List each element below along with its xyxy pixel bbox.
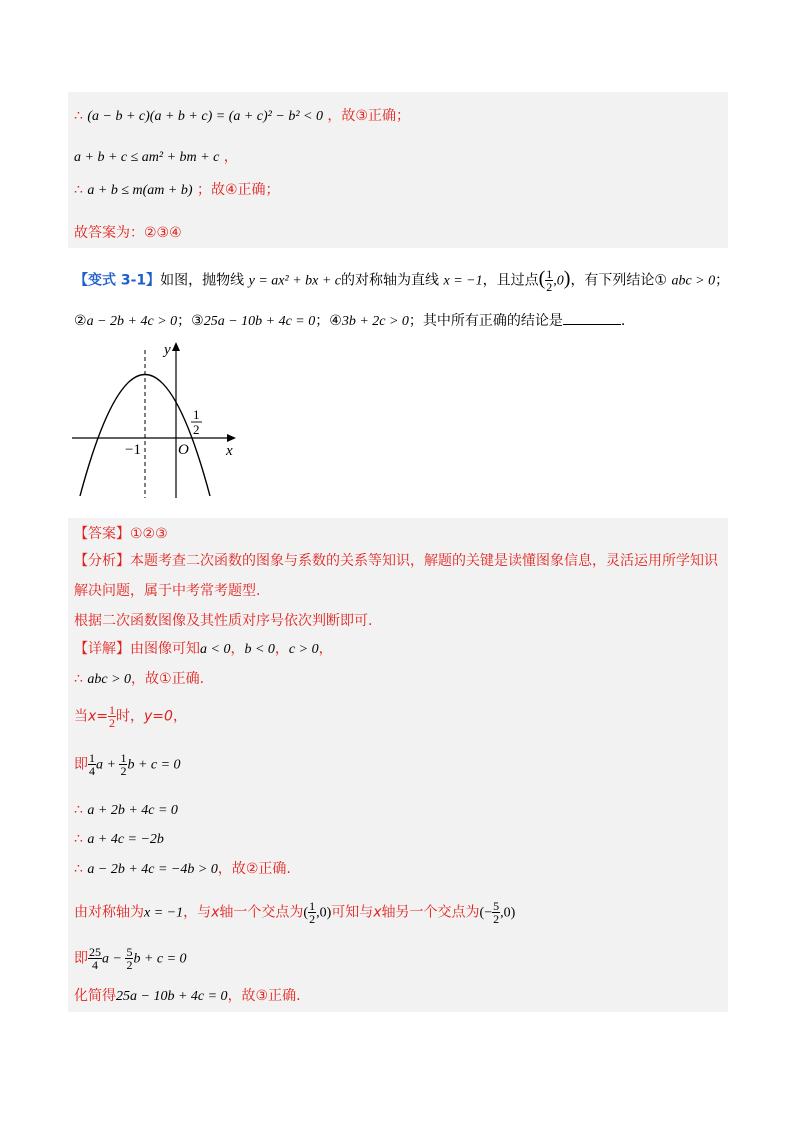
- solution-text: ，: [223, 149, 238, 165]
- question-end: .: [620, 313, 626, 329]
- analysis-line-3: 根据二次函数图像及其性质对序号依次判断即可.: [74, 613, 373, 629]
- conclusion-4: 3b + 2c > 0: [341, 314, 409, 329]
- detail-line-9: 即 $\frac{25}{4}$ a − $\frac{5}{2}$ b + c = 0: [74, 945, 187, 972]
- fraction-denominator: 2: [109, 716, 116, 730]
- fraction-numerator: 1: [546, 267, 553, 281]
- five-halves-fraction: [492, 900, 500, 925]
- math-expression: b < 0: [244, 642, 275, 657]
- fraction-numerator: 5: [126, 945, 133, 959]
- math-expression: (a − b + c)(a + b + c) = (a + c)² − b² < 0: [87, 109, 323, 124]
- point-rest: ,0: [553, 273, 564, 289]
- x-axis-arrow-icon: [227, 434, 236, 442]
- detail-line-7: [74, 859, 291, 880]
- fraction-numerator: 5: [493, 899, 500, 913]
- solution-text: 化简得: [74, 988, 116, 1004]
- math-expression: a + 4c = −2b: [87, 832, 164, 847]
- solution-text: 可知与: [331, 904, 374, 921]
- conclusion-mark: ；③: [177, 313, 204, 329]
- question-text: 的对称轴为直线: [341, 272, 440, 289]
- detail-line-8: 由对称轴为x = −1，与x轴一个交点为( $\frac{1}{2}$ ,0)可知与x轴另一个交点为(− $\frac{5}{2}$ ,0): [74, 899, 516, 926]
- conclusion-2: a − 2b + 4c > 0: [86, 314, 178, 329]
- half-numerator: 1: [193, 407, 200, 422]
- fraction-denominator: 2: [309, 912, 316, 926]
- x-variable: x: [211, 904, 220, 921]
- half-fraction: [308, 900, 316, 925]
- fraction-numerator: 1: [89, 751, 95, 765]
- neg-one-label: −1: [125, 442, 141, 458]
- therefore-symbol: ∴: [74, 831, 83, 847]
- fraction-numerator: 25: [89, 945, 101, 959]
- solution-text: 当: [74, 708, 88, 725]
- x-axis-label: x: [226, 443, 233, 459]
- fraction-numerator: 1: [109, 703, 116, 717]
- question-line-1: 【变式 3-1】如图，抛物线 y = ax² + bx + c的对称轴为直线 x = −1，且过点( $\frac{1}{2}$ ,0)，有下列结论① abc > 0；: [74, 267, 730, 294]
- fraction-denominator: 2: [493, 912, 500, 926]
- solution-text: 轴一个交点为: [219, 904, 304, 921]
- question-text: ，有下列结论①: [570, 272, 667, 289]
- solution-text: 即: [74, 950, 88, 967]
- math-expression: a + 2b + 4c = 0: [87, 803, 178, 818]
- y-axis-arrow-icon: [172, 342, 180, 351]
- analysis-line-1: 【分析】本题考查二次函数的图象与系数的关系等知识，解题的关键是读懂图象信息，灵活运用所学知识: [74, 553, 718, 569]
- final-answer-line: 故答案为：②③④: [74, 225, 182, 241]
- parabola-graph: [68, 338, 248, 503]
- quarter-fraction: [88, 752, 96, 777]
- comma: ，: [318, 641, 333, 657]
- half-denominator: 2: [193, 422, 200, 437]
- detail-tag: 【详解】: [74, 641, 130, 657]
- math-expression: b + c = 0: [127, 757, 181, 773]
- question-text: ；: [715, 272, 730, 289]
- math-expression: a − 2b + 4c = −4b > 0: [87, 862, 218, 877]
- therefore-symbol: ∴: [74, 671, 83, 687]
- solution-text: ，与: [183, 904, 212, 921]
- math-expression: c > 0: [288, 642, 319, 657]
- conclusion-mark: ②: [74, 313, 87, 329]
- fraction-denominator: 2: [120, 764, 127, 778]
- solution-text: 轴另一个交点为: [381, 904, 480, 921]
- x-variable: x: [373, 904, 382, 921]
- analysis-line-2: 解决问题，属于中考常考题型.: [74, 583, 261, 599]
- fraction-numerator: 1: [309, 899, 316, 913]
- math-expression: x = −1: [144, 905, 184, 921]
- math-expression: a < 0: [200, 642, 231, 657]
- math-expression: 25a − 10b + 4c = 0: [116, 989, 228, 1004]
- fraction-denominator: 2: [546, 280, 553, 294]
- solution-text: 由对称轴为: [74, 904, 144, 921]
- comma: ，: [172, 708, 187, 725]
- therefore-symbol: ∴: [74, 861, 83, 877]
- solution-text: 时，: [116, 708, 145, 725]
- detail-line-4: 即 $\frac{1}{4}$ a + $\frac{1}{2}$ b + c = 0: [74, 751, 181, 778]
- solution-line-2: [74, 147, 238, 168]
- fraction-denominator: 4: [89, 764, 95, 778]
- twentyfive-quarters-fraction: [88, 946, 102, 971]
- therefore-symbol: ∴: [74, 802, 83, 818]
- y-value: y=0: [144, 708, 173, 725]
- solution-text: ；故④正确；: [196, 182, 280, 198]
- question-line-2: [74, 310, 625, 332]
- math-expression: a + b ≤ m(am + b): [87, 183, 193, 198]
- solution-text: ，故③正确.: [227, 988, 301, 1004]
- solution-text: ，故②正确.: [217, 861, 291, 877]
- conclusion-mark: ；④: [315, 313, 342, 329]
- half-fraction: [108, 704, 116, 729]
- solution-text: ，故③正确；: [327, 108, 410, 124]
- comma: ，: [274, 641, 289, 657]
- detail-line-5: [74, 800, 178, 821]
- variant-tag: 【变式 3-1】: [74, 272, 161, 289]
- detail-line-10: [74, 986, 301, 1007]
- solution-line-3: [74, 180, 280, 201]
- answer-block: [68, 518, 728, 1012]
- y-axis-label: y: [164, 342, 171, 358]
- axis-equation: x = −1: [443, 273, 483, 289]
- fraction-denominator: 2: [126, 958, 133, 972]
- answer-blank: [563, 310, 621, 325]
- parabola-equation: y = ax² + bx + c: [248, 273, 342, 289]
- therefore-symbol: ∴: [74, 108, 83, 124]
- conclusion-1: abc > 0: [671, 273, 716, 289]
- solution-line-1: [74, 106, 410, 127]
- detail-text: 由图像可知: [130, 641, 200, 657]
- answer-line: 【答案】①②③: [74, 526, 168, 542]
- math-expression: a + b + c ≤ am² + bm + c: [74, 150, 220, 165]
- detail-line-2: [74, 669, 204, 690]
- previous-solution-block: [68, 92, 728, 248]
- solution-text: 即: [74, 756, 88, 773]
- math-expression: b + c = 0: [133, 951, 187, 967]
- therefore-symbol: ∴: [74, 182, 83, 198]
- math-expression: abc > 0: [87, 672, 132, 687]
- question-text: ，且过点: [482, 272, 539, 289]
- origin-label: O: [178, 442, 189, 458]
- fraction-numerator: 1: [120, 751, 127, 765]
- detail-line-6: [74, 829, 164, 850]
- fraction-denominator: 4: [92, 958, 98, 972]
- x-variable: x=: [88, 708, 109, 725]
- solution-text: ，故①正确.: [131, 671, 205, 687]
- question-text: 如图，抛物线: [160, 272, 245, 289]
- detail-line-3: [74, 704, 187, 729]
- conclusion-3: 25a − 10b + 4c = 0: [203, 314, 316, 329]
- question-text: ；其中所有正确的结论是: [408, 313, 563, 329]
- comma: ，: [230, 641, 245, 657]
- detail-line-1: [74, 639, 333, 660]
